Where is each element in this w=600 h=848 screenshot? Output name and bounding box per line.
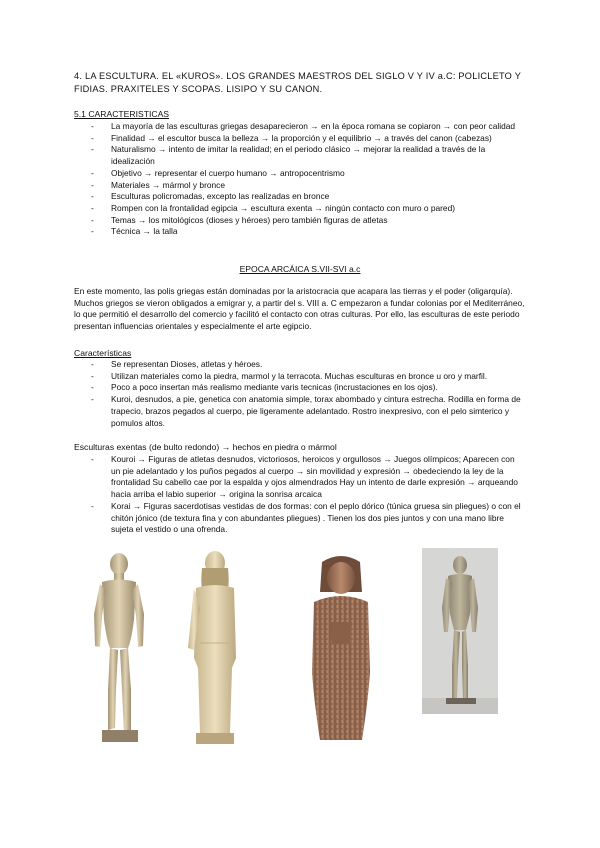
bullet-dash: - bbox=[91, 370, 94, 381]
kouros-grey-background-image bbox=[422, 548, 498, 714]
bullet-dash: - bbox=[91, 132, 94, 143]
epoca-arcaica-heading: EPOCA ARCÁICA S.VII-SVI a.c bbox=[239, 264, 361, 274]
kore-peplos-figure-icon bbox=[180, 548, 250, 748]
bullet-dash: - bbox=[91, 382, 94, 393]
exentas-heading: Esculturas exentas (de bulto redondo) → hechos en piedra o mármol bbox=[74, 442, 337, 452]
bullet-dash: - bbox=[91, 226, 94, 237]
bullet-dash: - bbox=[91, 359, 94, 369]
list-item: - Korai → Figuras sacerdotisas vestidas de dos formas: con el peplo dórico (túnica gruesa sin pliegues) o con el chitón jónico (de textura fina y con abundantes pliegues) . Tienen los dos pies juntos y con una mano libre sujeta el vestido o una ofrenda. bbox=[91, 500, 521, 535]
kore-peplos-sculpture-image bbox=[180, 548, 250, 748]
list-item: - Kuroi, desnudos, a pie, genetica con anatomia simple, torax abombado y cintura estrecha. Rodilla en forma de trapecio, brazos pegados al cuerpo, pie ligeramente adelantado. Rostro inexpresivo, con el pelo simterico y pomulos altos. bbox=[91, 394, 521, 428]
kouros-grey-figure-icon bbox=[422, 548, 498, 714]
list-item: - Técnica → la talla bbox=[91, 226, 178, 237]
list-item: - Objetivo → representar el cuerpo humano → antropocentrismo bbox=[91, 167, 345, 178]
intro-paragraph: En este momento, las polis griegas están dominadas por la aristocracia que acapara las tierras y el poder (oligarquía). Muchos griegos se vieron obligados a emigrar y, a partir del s. VIII a. C empezaron a fundar colonias por el Mediterráneo, lo que permitió el desarrollo del comercio y facilitó el contacto con otras culturas. Por ello, las esculturas de este periodo presentan influencias orientales y especialmente el arte egipcio. bbox=[74, 286, 525, 332]
kore-chiton-figure-icon bbox=[300, 552, 382, 744]
list-item: - La mayoría de las esculturas griegas desaparecieron → en la época romana se copiaron → con peor calidad bbox=[91, 121, 516, 131]
bullet-dash: - bbox=[91, 167, 94, 178]
bullet-dash: - bbox=[91, 500, 94, 511]
list-item: - Kouroi → Figuras de atletas desnudos, victoriosos, heroicos y orgullosos → Juegos olímpicos; Aparecen con un pie adelantado y los puños pegados al cuerpo → sin movilidad y expresión → obedeciendo la ley de la frontalidad Su cabello cae por la espalda y ojos almendrados Hay un intento de darle expresión → arqueando hacia arriba el labio superior → origina la sonrisa arcaica bbox=[91, 454, 518, 500]
bullet-dash: - bbox=[91, 144, 94, 155]
list-item: - Se representan Dioses, atletas y héroes. bbox=[91, 359, 263, 369]
bullet-dash: - bbox=[91, 454, 94, 464]
bullet-dash: - bbox=[91, 394, 94, 405]
kore-chiton-sculpture-image bbox=[300, 552, 382, 744]
list-item: - Temas → los mitológicos (dioses y héroes) pero también figuras de atletas bbox=[91, 214, 388, 225]
caracteristicas-list bbox=[74, 359, 526, 429]
kouros-figure-icon bbox=[84, 550, 154, 746]
bullet-dash: - bbox=[91, 121, 94, 131]
bullet-dash: - bbox=[91, 202, 94, 213]
list-item: - Poco a poco insertan más realismo mediante varis tecnicas (incrustaciones en los ojos). bbox=[91, 382, 438, 393]
exentas-list bbox=[74, 454, 526, 536]
bullet-dash: - bbox=[91, 191, 94, 202]
list-item: - Rompen con la frontalidad egipcia → escultura exenta → ningún contacto con muro o pared) bbox=[91, 202, 456, 213]
list-item: - Utilizan materiales como la piedra, marmol y la terracota. Muchas esculturas en bronce u oro y marfil. bbox=[91, 370, 488, 381]
list-item: - Materiales → mármol y bronce bbox=[91, 179, 226, 190]
list-item: - Naturalismo → intento de imitar la realidad; en el periodo clásico → mejorar la realidad a través de la idealización bbox=[91, 144, 486, 167]
list-item: - Esculturas policromadas, excepto las realizadas en bronce bbox=[91, 191, 330, 202]
bullet-dash: - bbox=[91, 179, 94, 190]
caracteristicas-51-list bbox=[74, 121, 526, 238]
caracteristicas-heading: Características bbox=[74, 348, 132, 358]
bullet-dash: - bbox=[91, 214, 94, 225]
list-item: - Finalidad → el escultor busca la belleza → la proporción y el equilibrio → a través del canon (cabezas) bbox=[91, 132, 492, 143]
kouros-sculpture-image bbox=[84, 550, 154, 746]
section-heading-caracteristicas-51: 5.1 CARACTERISTICAS bbox=[74, 109, 170, 119]
page-title: 4. LA ESCULTURA. EL «KUROS». LOS GRANDES MAESTROS DEL SIGLO V Y IV a.C: POLICLETO Y FIDIAS. PRAXITELES Y SCOPAS. LISIPO Y SU CANON. bbox=[74, 71, 521, 94]
